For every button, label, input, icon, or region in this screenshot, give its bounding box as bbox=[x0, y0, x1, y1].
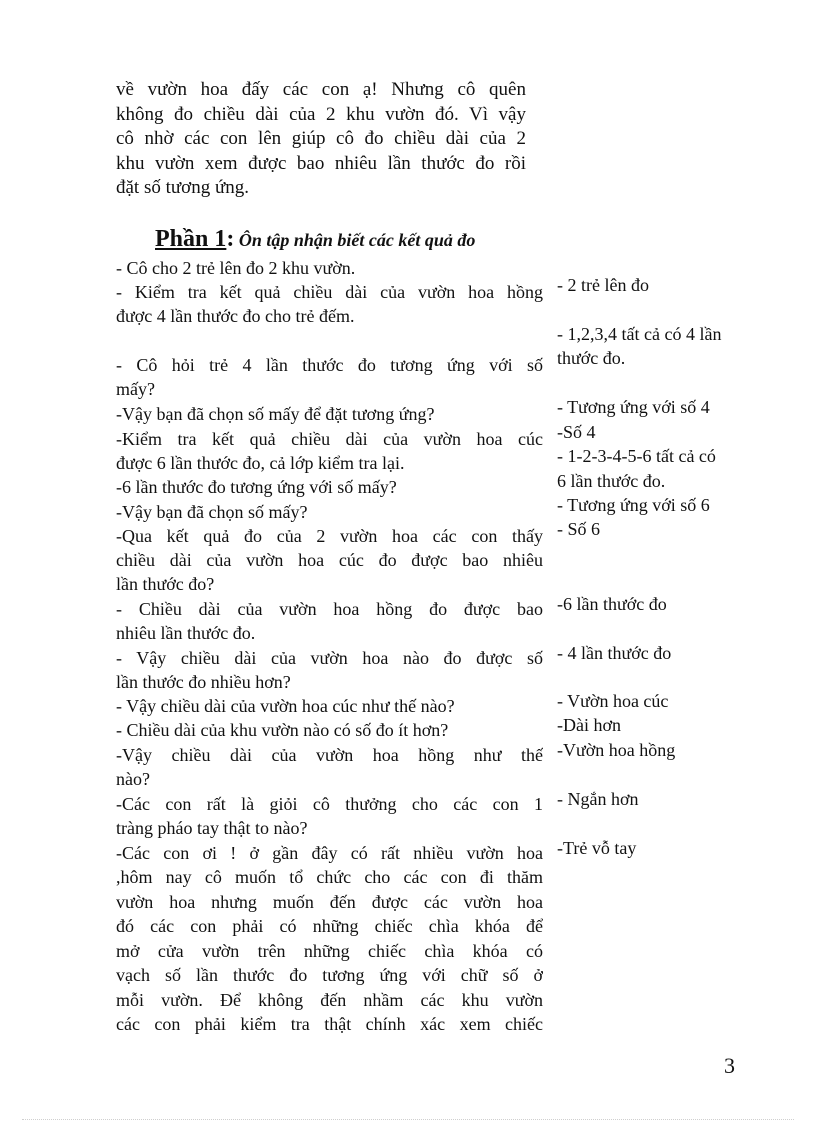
section-heading-subtitle: Ôn tập nhận biết các kết quả đo bbox=[234, 230, 476, 250]
teacher-line: - Cô hỏi trẻ 4 lần thước đo tương ứng với số bbox=[116, 355, 543, 375]
teacher-line: -Vậy bạn đã chọn số mấy? bbox=[116, 502, 308, 522]
teacher-line: -Các con ơi ! ở gần đây có rất nhiều vườn hoa bbox=[116, 843, 543, 863]
intro-line: khu vườn xem được bao nhiêu lần thước đo rồi bbox=[116, 152, 526, 174]
child-line: - 1-2-3-4-5-6 tất cả có bbox=[557, 446, 716, 466]
teacher-line: lần thước đo? bbox=[116, 574, 215, 594]
teacher-line: vườn hoa nhưng muốn đến được các vườn hoa bbox=[116, 892, 543, 912]
page-bottom-divider bbox=[22, 1119, 794, 1120]
child-line: - 2 trẻ lên đo bbox=[557, 275, 649, 295]
teacher-line: - Vậy chiều dài của vườn hoa nào đo được số bbox=[116, 648, 543, 668]
child-line: -Số 4 bbox=[557, 422, 596, 442]
teacher-line: - Vậy chiều dài của vườn hoa cúc như thế nào? bbox=[116, 696, 455, 716]
teacher-line: -Vậy chiều dài của vườn hoa hồng như thế bbox=[116, 745, 543, 765]
section-heading bbox=[155, 226, 475, 253]
teacher-line: vạch số lần thước đo tương ứng với chữ số ở bbox=[116, 965, 543, 985]
teacher-line: -Vậy bạn đã chọn số mấy để đặt tương ứng? bbox=[116, 404, 435, 424]
teacher-line: được 4 lần thước đo cho trẻ đếm. bbox=[116, 306, 355, 326]
teacher-line: - Chiều dài của khu vườn nào có số đo ít hơn? bbox=[116, 720, 449, 740]
child-line: - Tương ứng với số 4 bbox=[557, 397, 710, 417]
child-line: -Trẻ vỗ tay bbox=[557, 838, 637, 858]
child-line: - Vườn hoa cúc bbox=[557, 691, 669, 711]
intro-line: đặt số tương ứng. bbox=[116, 177, 250, 198]
intro-line: không đo chiều dài của 2 khu vườn đó. Vì vậy bbox=[116, 103, 526, 125]
teacher-line: chiều dài của vườn hoa cúc đo được bao nhiêu bbox=[116, 550, 543, 570]
teacher-line: nào? bbox=[116, 769, 150, 789]
teacher-line: đó các con phải có những chiếc chìa khóa để bbox=[116, 916, 543, 936]
section-heading-title: Phần 1 bbox=[155, 226, 227, 252]
child-line: - 4 lần thước đo bbox=[557, 643, 672, 663]
child-line: - Tương ứng với số 6 bbox=[557, 495, 710, 515]
teacher-line: - Cô cho 2 trẻ lên đo 2 khu vườn. bbox=[116, 258, 356, 278]
teacher-line: lần thước đo nhiều hơn? bbox=[116, 672, 291, 692]
section-heading-colon: : bbox=[226, 226, 235, 252]
teacher-line: mấy? bbox=[116, 379, 155, 399]
teacher-line: ,hôm nay cô muốn tổ chức cho các con đi thăm bbox=[116, 867, 543, 887]
teacher-line: được 6 lần thước đo, cả lớp kiểm tra lại. bbox=[116, 453, 405, 473]
teacher-line: các con phải kiểm tra thật chính xác xem chiếc bbox=[116, 1014, 543, 1034]
teacher-line: - Kiểm tra kết quả chiều dài của vườn hoa hồng bbox=[116, 282, 543, 302]
child-line: - Ngắn hơn bbox=[557, 789, 639, 809]
teacher-line: mở cửa vườn trên những chiếc chìa khóa có bbox=[116, 941, 543, 961]
teacher-line: mỗi vườn. Để không đến nhầm các khu vườn bbox=[116, 990, 543, 1010]
intro-paragraph bbox=[116, 78, 526, 201]
child-line: 6 lần thước đo. bbox=[557, 471, 666, 491]
intro-line: cô nhờ các con lên giúp cô đo chiều dài của 2 bbox=[116, 128, 526, 149]
child-line: -6 lần thước đo bbox=[557, 594, 667, 614]
child-line: - 1,2,3,4 tất cả có 4 lần bbox=[557, 324, 722, 344]
page-number: 3 bbox=[724, 1053, 735, 1078]
intro-line: về vườn hoa đấy các con ạ! Nhưng cô quên bbox=[116, 79, 526, 100]
child-line: -Dài hơn bbox=[557, 715, 622, 735]
teacher-line: -6 lần thước đo tương ứng với số mấy? bbox=[116, 477, 397, 497]
teacher-line: -Kiểm tra kết quả chiều dài của vườn hoa cúc bbox=[116, 429, 543, 449]
child-line: - Số 6 bbox=[557, 519, 601, 539]
teacher-line: -Các con rất là giỏi cô thưởng cho các con 1 bbox=[116, 794, 543, 814]
teacher-line: nhiêu lần thước đo. bbox=[116, 623, 256, 643]
teacher-line: tràng pháo tay thật to nào? bbox=[116, 818, 308, 838]
child-line: thước đo. bbox=[557, 348, 626, 368]
teacher-line: - Chiều dài của vườn hoa hồng đo được bao bbox=[116, 599, 543, 619]
teacher-line: -Qua kết quả đo của 2 vườn hoa các con thấy bbox=[116, 526, 543, 546]
child-line: -Vườn hoa hồng bbox=[557, 740, 676, 760]
